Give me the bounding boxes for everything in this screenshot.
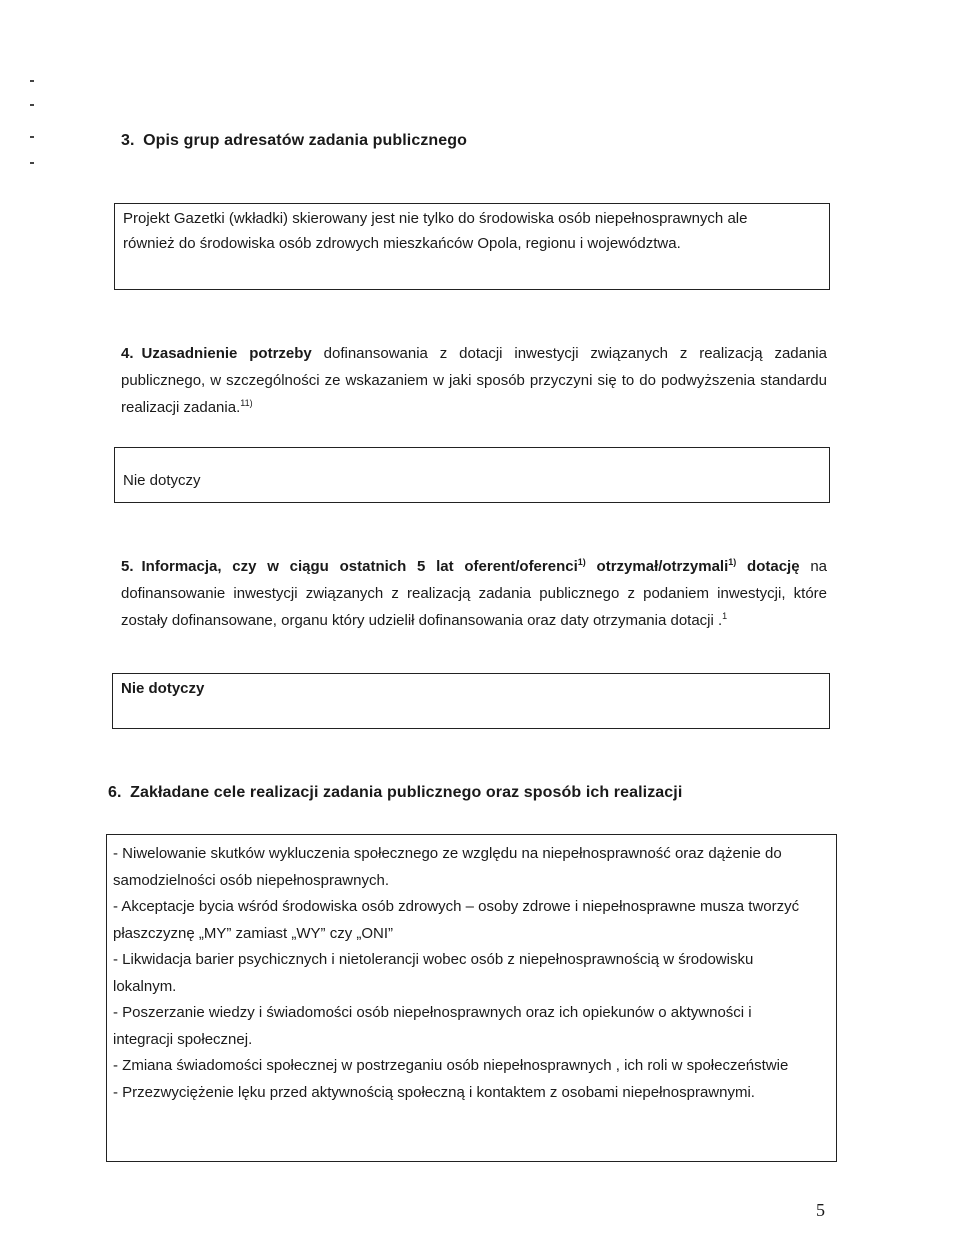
box-line: - Przezwyciężenie lęku przed aktywnością społeczną i kontaktem z osobami niepełnosprawnymi. (113, 1083, 755, 1101)
section-5-box (112, 673, 830, 729)
scan-mark (30, 80, 34, 82)
section-lead: Informacja, czy w ciągu ostatnich 5 lat oferent/oferenci (141, 558, 578, 575)
section-lead: otrzymał/otrzymali (596, 558, 729, 575)
box-line: integracji społecznej. (113, 1030, 253, 1048)
section-4-box (114, 447, 830, 503)
section-number: 6. (108, 784, 122, 801)
footnote-ref: 11) (240, 398, 253, 408)
section-5-paragraph (121, 553, 827, 634)
section-number: 4. (121, 345, 134, 362)
box-text: Nie dotyczy (123, 472, 201, 489)
page-number: 5 (816, 1200, 825, 1220)
box-line: - Likwidacja barier psychicznych i nietolerancji wobec osób z niepełnosprawnością w środowisku (113, 951, 754, 968)
box-line: Projekt Gazetki (wkładki) skierowany jest nie tylko do środowiska osób niepełnosprawnych ale (123, 210, 748, 227)
box-line: - Niwelowanie skutków wykluczenia społecznego ze względu na niepełnosprawność oraz dążenie do (113, 845, 782, 862)
scan-mark (30, 162, 34, 164)
scan-margin-marks (30, 70, 42, 190)
box-line: lokalnym. (113, 977, 177, 995)
section-lead: dotację (747, 558, 800, 575)
section-lead: Uzasadnienie potrzeby (141, 345, 312, 362)
section-text: na dofinansowanie inwestycji związanych z realizacją zadania publicznego z podaniem inwestycji, które zostały dofinansowane, organu który udzielił dofinansowania oraz daty otrzymania dotacji . (121, 558, 828, 629)
section-number: 3. (121, 132, 135, 149)
section-number: 5. (121, 558, 134, 575)
section-6-heading (108, 784, 682, 802)
box-line: - Akceptacje bycia wśród środowiska osób zdrowych – osoby zdrowe i niepełnosprawne musza tworzyć (113, 898, 800, 915)
scan-mark (30, 136, 34, 138)
section-6-box (106, 834, 837, 1162)
footnote-ref: 1 (722, 611, 728, 621)
box-line: również do środowiska osób zdrowych mieszkańców Opola, regionu i województwa. (123, 235, 681, 252)
section-title: Opis grup adresatów zadania publicznego (143, 132, 468, 149)
section-3-heading (121, 132, 467, 150)
box-line: - Poszerzanie wiedzy i świadomości osób niepełnosprawnych oraz ich opiekunów o aktywności i (113, 1004, 752, 1021)
footnote-ref: 1) (577, 557, 586, 567)
box-line: samodzielności osób niepełnosprawnych. (113, 871, 389, 889)
footnote-ref: 1) (728, 557, 737, 567)
section-3-box (114, 203, 830, 290)
section-4-paragraph (121, 340, 827, 421)
section-text: dofinansowania z dotacji inwestycji związanych z realizacją zadania publicznego, w szczególności ze wskazaniem w jaki sposób przyczyni się to do podwyższenia standardu realizacji zadania. (121, 345, 827, 416)
box-text: Nie dotyczy (121, 680, 205, 697)
box-line: płaszczyznę „MY” zamiast „WY” czy „ONI” (113, 924, 394, 942)
scan-mark (30, 104, 34, 106)
section-title: Zakładane cele realizacji zadania publicznego oraz sposób ich realizacji (130, 784, 683, 801)
box-line: - Zmiana świadomości społecznej w postrzeganiu osób niepełnosprawnych , ich roli w społeczeństwie (113, 1057, 789, 1074)
